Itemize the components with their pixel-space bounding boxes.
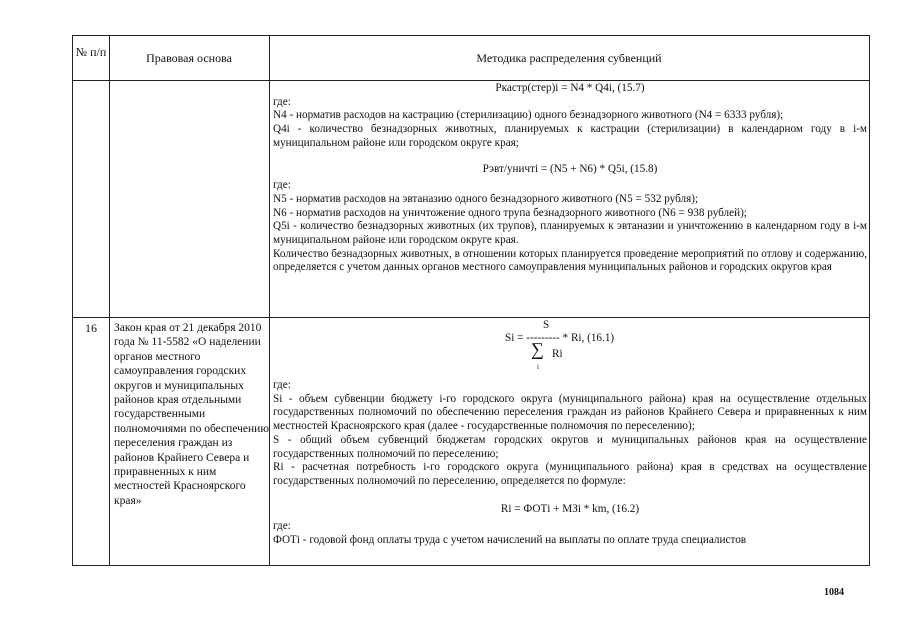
formula-15-8: Рэвт/уничтi = (N5 + N6) * Q5i, (15.8) [482,162,658,175]
row-number: 16 [85,321,97,335]
header-number: № п/п [75,45,107,59]
formula-denominator: Ri [552,348,563,360]
formula-16-2: Ri = ФОТi + МЗi * km, (16.2) [500,502,640,515]
definition-n6: N6 - норматив расходов на уничтожение одного трупа безнадзорного животного (N6 = 938 рублей); [273,206,747,219]
where-label: где: [273,95,291,108]
formula-15-7: Ркастр(стер)i = N4 * Q4i, (15.7) [495,82,645,94]
header-divider [73,80,869,81]
row-divider [73,317,869,318]
formula-lhs: Si = --------- * Ri, (16.1) [505,332,615,344]
formula-numerator: S [543,319,550,331]
page-number: 1084 [824,587,844,598]
header-method: Методика распределения субвенций [476,51,662,65]
row-15-method [273,82,867,275]
where-label: где: [273,379,291,391]
definition-ri: Ri - расчетная потребность i-го городского округа (муниципального района) края в средствах на осуществление государственных полномочий по переселению, определяется по формуле: [273,461,867,487]
definition-q5i: Q5i - количество безнадзорных животных (их трупов), планируемых к эвтаназии и уничтожению в календарном году в i-м муниципальном районе или городском округе края. [273,220,867,247]
where-label: где: [273,179,291,192]
definition-n4: N4 - норматив расходов на кастрацию (стерилизацию) одного безнадзорного животного (N4 = 6333 рубля); [273,109,784,122]
row-16-method [273,319,867,548]
sum-index: i [537,363,539,371]
definition-s: S - общий объем субвенций бюджетам городских округов и муниципальных районов края на осуществление государственных полномочий по переселению; [273,433,867,460]
definition-q4i: Q4i - количество безнадзорных животных, планируемых к кастрации (стерилизации) в календарном году в i-м муниципальном районе или городском округе края; [273,123,867,149]
definition-foti: ФОТi - годовой фонд оплаты труда с учетом начислений на выплаты по оплате труда специалистов [273,534,747,547]
subsidy-table [72,35,870,566]
where-label: где: [273,520,291,533]
count-note: Количество безнадзорных животных, в отношении которых планируется проведение мероприятий по отлову и содержанию, определяется с учетом данных органов местного самоуправления муниципальных районов и городских округов края [273,247,867,274]
sum-symbol: ∑ [531,339,544,359]
header-legal-basis: Правовая основа [146,51,232,65]
column-divider [109,36,110,565]
formula-16-1 [273,319,867,373]
definition-n5: N5 - норматив расходов на эвтаназию одного безнадзорного животного (N5 = 532 рубля); [273,192,699,205]
row-16-legal-basis: Закон края от 21 декабря 2010 года № 11-5582 «О наделении органов местного самоуправления городских округов и муниципальных районов края отдельными государственными полномочиями по обеспечению переселения граждан из районов Крайнего Севера и приравненных к ним местностей Красноярского края» [114,322,269,507]
definition-si: Si - объем субвенции бюджету i-го городского округа (муниципального района) края на осуществление отдельных государственных полномочий по обеспечению переселения граждан из районов Крайнего Севера и приравненных к ним местностей Красноярского края (далее - государственные полномочия по переселению); [273,392,867,433]
